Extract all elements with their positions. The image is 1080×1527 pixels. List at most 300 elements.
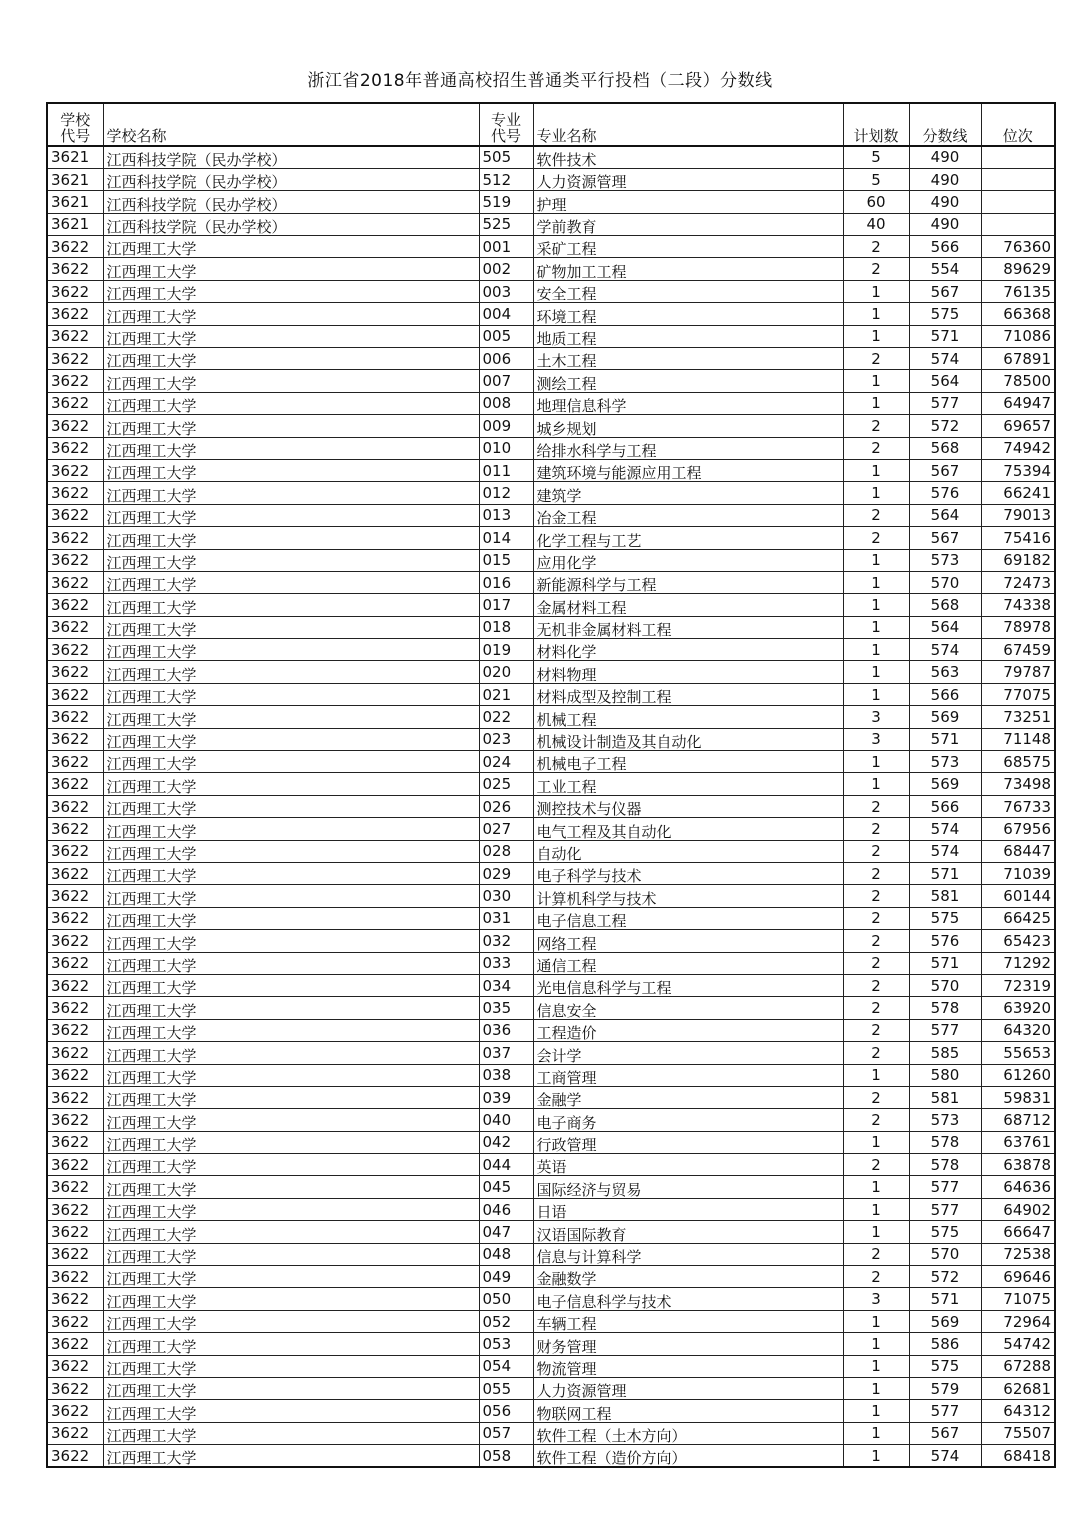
cell-major-name: 国际经济与贸易	[533, 1176, 843, 1198]
cell-plan: 1	[843, 325, 909, 347]
cell-rank: 62681	[981, 1377, 1055, 1399]
cell-major-name: 测绘工程	[533, 370, 843, 392]
cell-plan: 2	[843, 1266, 909, 1288]
cell-major-code: 017	[479, 594, 533, 616]
cell-major-name: 计算机科学与技术	[533, 885, 843, 907]
table-row	[47, 639, 1055, 661]
score-table	[46, 102, 1056, 1468]
cell-plan: 1	[843, 1377, 909, 1399]
cell-plan: 1	[843, 571, 909, 593]
cell-score: 554	[909, 258, 981, 280]
table-row	[47, 348, 1055, 370]
cell-school-code: 3622	[47, 527, 103, 549]
cell-school-code: 3622	[47, 1109, 103, 1131]
cell-score: 569	[909, 706, 981, 728]
cell-rank: 64947	[981, 392, 1055, 414]
cell-score: 575	[909, 303, 981, 325]
cell-major-name: 软件工程（土木方向）	[533, 1422, 843, 1444]
cell-major-code: 027	[479, 818, 533, 840]
cell-score: 564	[909, 504, 981, 526]
cell-rank: 54742	[981, 1333, 1055, 1355]
cell-school-name: 江西科技学院（民办学校）	[103, 191, 479, 213]
cell-score: 567	[909, 1422, 981, 1444]
table-row	[47, 437, 1055, 459]
cell-rank: 59831	[981, 1086, 1055, 1108]
cell-score: 574	[909, 1445, 981, 1467]
cell-score: 566	[909, 683, 981, 705]
cell-plan: 2	[843, 863, 909, 885]
cell-score: 577	[909, 1198, 981, 1220]
cell-school-name: 江西理工大学	[103, 818, 479, 840]
cell-rank: 74338	[981, 594, 1055, 616]
table-row	[47, 1064, 1055, 1086]
cell-plan: 2	[843, 437, 909, 459]
cell-school-code: 3622	[47, 459, 103, 481]
cell-major-code: 014	[479, 527, 533, 549]
cell-major-code: 023	[479, 728, 533, 750]
cell-school-code: 3622	[47, 818, 103, 840]
cell-rank: 68575	[981, 751, 1055, 773]
cell-major-code: 006	[479, 348, 533, 370]
table-row	[47, 1131, 1055, 1153]
cell-score: 576	[909, 930, 981, 952]
cell-rank: 69646	[981, 1266, 1055, 1288]
cell-plan: 2	[843, 1086, 909, 1108]
cell-school-name: 江西理工大学	[103, 1288, 479, 1310]
table-row	[47, 1243, 1055, 1265]
cell-plan: 1	[843, 1355, 909, 1377]
cell-major-name: 材料成型及控制工程	[533, 683, 843, 705]
cell-score: 573	[909, 1109, 981, 1131]
cell-rank: 55653	[981, 1042, 1055, 1064]
cell-rank: 79013	[981, 504, 1055, 526]
cell-rank: 65423	[981, 930, 1055, 952]
cell-school-name: 江西理工大学	[103, 639, 479, 661]
cell-major-code: 026	[479, 795, 533, 817]
table-row	[47, 594, 1055, 616]
cell-score: 575	[909, 1355, 981, 1377]
cell-major-code: 045	[479, 1176, 533, 1198]
cell-rank: 63920	[981, 997, 1055, 1019]
table-row	[47, 1310, 1055, 1332]
cell-rank: 75394	[981, 459, 1055, 481]
cell-score: 577	[909, 1176, 981, 1198]
cell-major-code: 054	[479, 1355, 533, 1377]
cell-school-name: 江西理工大学	[103, 1064, 479, 1086]
cell-school-code: 3622	[47, 907, 103, 929]
cell-plan: 2	[843, 840, 909, 862]
cell-major-code: 010	[479, 437, 533, 459]
table-row	[47, 571, 1055, 593]
cell-major-name: 地质工程	[533, 325, 843, 347]
cell-rank: 64320	[981, 1019, 1055, 1041]
cell-plan: 1	[843, 1064, 909, 1086]
cell-school-code: 3622	[47, 1042, 103, 1064]
cell-rank: 76360	[981, 236, 1055, 258]
cell-school-name: 江西理工大学	[103, 280, 479, 302]
cell-school-name: 江西理工大学	[103, 1109, 479, 1131]
cell-school-code: 3622	[47, 1288, 103, 1310]
cell-rank: 63761	[981, 1131, 1055, 1153]
cell-major-code: 505	[479, 146, 533, 168]
cell-score: 568	[909, 437, 981, 459]
cell-school-name: 江西理工大学	[103, 1243, 479, 1265]
cell-rank: 60144	[981, 885, 1055, 907]
cell-school-name: 江西科技学院（民办学校）	[103, 146, 479, 168]
cell-plan: 2	[843, 1042, 909, 1064]
cell-major-name: 物联网工程	[533, 1400, 843, 1422]
cell-school-name: 江西理工大学	[103, 236, 479, 258]
cell-major-code: 050	[479, 1288, 533, 1310]
cell-rank: 69182	[981, 549, 1055, 571]
cell-school-code: 3622	[47, 594, 103, 616]
cell-plan: 2	[843, 236, 909, 258]
cell-major-name: 金属材料工程	[533, 594, 843, 616]
table-row	[47, 1086, 1055, 1108]
cell-rank: 73498	[981, 773, 1055, 795]
cell-rank: 71086	[981, 325, 1055, 347]
cell-school-name: 江西理工大学	[103, 616, 479, 638]
table-row	[47, 459, 1055, 481]
header-school-name: 学校名称	[103, 103, 479, 146]
table-row	[47, 1198, 1055, 1220]
cell-score: 490	[909, 146, 981, 168]
table-row	[47, 146, 1055, 168]
cell-school-name: 江西理工大学	[103, 392, 479, 414]
cell-plan: 1	[843, 594, 909, 616]
cell-school-name: 江西理工大学	[103, 1333, 479, 1355]
cell-school-name: 江西理工大学	[103, 974, 479, 996]
table-row	[47, 527, 1055, 549]
cell-score: 571	[909, 1288, 981, 1310]
table-row	[47, 392, 1055, 414]
table-row	[47, 325, 1055, 347]
cell-school-code: 3622	[47, 504, 103, 526]
cell-major-name: 城乡规划	[533, 415, 843, 437]
cell-school-name: 江西理工大学	[103, 773, 479, 795]
cell-score: 578	[909, 1154, 981, 1176]
header-major-name: 专业名称	[533, 103, 843, 146]
cell-major-name: 材料化学	[533, 639, 843, 661]
table-row	[47, 280, 1055, 302]
cell-major-code: 042	[479, 1131, 533, 1153]
cell-major-code: 015	[479, 549, 533, 571]
cell-rank	[981, 168, 1055, 190]
table-row	[47, 370, 1055, 392]
cell-school-code: 3622	[47, 549, 103, 571]
cell-major-code: 039	[479, 1086, 533, 1108]
cell-score: 572	[909, 415, 981, 437]
cell-rank: 64902	[981, 1198, 1055, 1220]
cell-major-code: 020	[479, 661, 533, 683]
cell-score: 581	[909, 1086, 981, 1108]
cell-school-code: 3622	[47, 258, 103, 280]
table-row	[47, 1221, 1055, 1243]
cell-school-code: 3622	[47, 751, 103, 773]
cell-major-code: 048	[479, 1243, 533, 1265]
cell-school-name: 江西科技学院（民办学校）	[103, 168, 479, 190]
cell-school-code: 3622	[47, 1355, 103, 1377]
cell-plan: 1	[843, 280, 909, 302]
table-row	[47, 683, 1055, 705]
cell-rank	[981, 191, 1055, 213]
cell-school-code: 3622	[47, 1086, 103, 1108]
cell-school-code: 3622	[47, 437, 103, 459]
cell-plan: 1	[843, 1445, 909, 1467]
cell-school-name: 江西理工大学	[103, 683, 479, 705]
cell-major-name: 电子科学与技术	[533, 863, 843, 885]
cell-school-name: 江西理工大学	[103, 549, 479, 571]
cell-score: 575	[909, 907, 981, 929]
cell-plan: 2	[843, 907, 909, 929]
cell-rank: 76733	[981, 795, 1055, 817]
cell-score: 578	[909, 997, 981, 1019]
table-row	[47, 795, 1055, 817]
cell-rank: 72964	[981, 1310, 1055, 1332]
cell-school-name: 江西理工大学	[103, 751, 479, 773]
table-row	[47, 236, 1055, 258]
cell-school-code: 3622	[47, 1266, 103, 1288]
cell-score: 572	[909, 1266, 981, 1288]
cell-plan: 5	[843, 168, 909, 190]
cell-score: 490	[909, 191, 981, 213]
cell-plan: 1	[843, 751, 909, 773]
cell-rank: 79787	[981, 661, 1055, 683]
cell-plan: 1	[843, 303, 909, 325]
cell-plan: 1	[843, 1198, 909, 1220]
cell-major-name: 电子商务	[533, 1109, 843, 1131]
cell-school-name: 江西理工大学	[103, 370, 479, 392]
cell-major-name: 无机非金属材料工程	[533, 616, 843, 638]
cell-score: 575	[909, 1221, 981, 1243]
cell-major-name: 建筑环境与能源应用工程	[533, 459, 843, 481]
cell-school-code: 3622	[47, 1131, 103, 1153]
cell-major-name: 车辆工程	[533, 1310, 843, 1332]
cell-rank: 72473	[981, 571, 1055, 593]
cell-school-code: 3622	[47, 1377, 103, 1399]
cell-major-code: 055	[479, 1377, 533, 1399]
cell-major-code: 058	[479, 1445, 533, 1467]
cell-major-code: 052	[479, 1310, 533, 1332]
table-row	[47, 997, 1055, 1019]
cell-plan: 5	[843, 146, 909, 168]
cell-major-code: 031	[479, 907, 533, 929]
cell-major-name: 会计学	[533, 1042, 843, 1064]
cell-score: 578	[909, 1131, 981, 1153]
cell-plan: 1	[843, 683, 909, 705]
cell-plan: 2	[843, 1243, 909, 1265]
table-row	[47, 1422, 1055, 1444]
cell-school-name: 江西理工大学	[103, 594, 479, 616]
cell-major-name: 电子信息工程	[533, 907, 843, 929]
cell-school-name: 江西理工大学	[103, 1377, 479, 1399]
table-row	[47, 415, 1055, 437]
cell-plan: 60	[843, 191, 909, 213]
cell-plan: 1	[843, 370, 909, 392]
cell-major-name: 地理信息科学	[533, 392, 843, 414]
cell-rank: 66368	[981, 303, 1055, 325]
cell-rank: 66241	[981, 482, 1055, 504]
cell-school-name: 江西理工大学	[103, 795, 479, 817]
cell-school-code: 3622	[47, 1445, 103, 1467]
cell-major-name: 电子信息科学与技术	[533, 1288, 843, 1310]
cell-plan: 2	[843, 348, 909, 370]
cell-score: 574	[909, 639, 981, 661]
cell-score: 569	[909, 773, 981, 795]
cell-rank	[981, 146, 1055, 168]
cell-major-code: 037	[479, 1042, 533, 1064]
cell-plan: 2	[843, 997, 909, 1019]
cell-major-code: 046	[479, 1198, 533, 1220]
cell-major-code: 002	[479, 258, 533, 280]
cell-major-name: 金融学	[533, 1086, 843, 1108]
cell-rank: 61260	[981, 1064, 1055, 1086]
cell-major-code: 009	[479, 415, 533, 437]
cell-school-name: 江西理工大学	[103, 459, 479, 481]
cell-major-name: 机械电子工程	[533, 751, 843, 773]
cell-score: 571	[909, 728, 981, 750]
cell-school-name: 江西理工大学	[103, 1019, 479, 1041]
cell-major-name: 软件工程（造价方向）	[533, 1445, 843, 1467]
cell-school-name: 江西理工大学	[103, 1422, 479, 1444]
table-row	[47, 952, 1055, 974]
cell-school-name: 江西理工大学	[103, 885, 479, 907]
cell-school-name: 江西理工大学	[103, 571, 479, 593]
cell-major-name: 材料物理	[533, 661, 843, 683]
cell-school-name: 江西理工大学	[103, 527, 479, 549]
cell-school-code: 3622	[47, 303, 103, 325]
cell-major-code: 028	[479, 840, 533, 862]
cell-school-name: 江西理工大学	[103, 504, 479, 526]
cell-rank: 63878	[981, 1154, 1055, 1176]
table-row	[47, 661, 1055, 683]
cell-school-code: 3621	[47, 213, 103, 235]
cell-major-code: 005	[479, 325, 533, 347]
cell-major-name: 日语	[533, 1198, 843, 1220]
cell-plan: 2	[843, 527, 909, 549]
cell-major-code: 033	[479, 952, 533, 974]
cell-plan: 2	[843, 415, 909, 437]
cell-score: 586	[909, 1333, 981, 1355]
cell-major-name: 信息安全	[533, 997, 843, 1019]
cell-score: 585	[909, 1042, 981, 1064]
cell-major-code: 034	[479, 974, 533, 996]
table-row	[47, 930, 1055, 952]
cell-major-code: 056	[479, 1400, 533, 1422]
cell-major-code: 012	[479, 482, 533, 504]
cell-school-code: 3622	[47, 773, 103, 795]
cell-major-name: 汉语国际教育	[533, 1221, 843, 1243]
cell-major-name: 工商管理	[533, 1064, 843, 1086]
cell-major-code: 038	[479, 1064, 533, 1086]
table-row	[47, 482, 1055, 504]
cell-major-code: 007	[479, 370, 533, 392]
cell-school-code: 3622	[47, 571, 103, 593]
cell-score: 571	[909, 325, 981, 347]
table-row	[47, 1176, 1055, 1198]
cell-school-code: 3622	[47, 1400, 103, 1422]
cell-plan: 1	[843, 1131, 909, 1153]
cell-major-name: 冶金工程	[533, 504, 843, 526]
cell-score: 567	[909, 280, 981, 302]
cell-major-name: 工业工程	[533, 773, 843, 795]
cell-rank	[981, 213, 1055, 235]
cell-school-code: 3622	[47, 325, 103, 347]
cell-plan: 2	[843, 885, 909, 907]
table-row	[47, 773, 1055, 795]
cell-school-code: 3622	[47, 863, 103, 885]
cell-school-code: 3622	[47, 482, 103, 504]
cell-school-code: 3622	[47, 1221, 103, 1243]
cell-major-name: 安全工程	[533, 280, 843, 302]
header-plan: 计划数	[843, 103, 909, 146]
cell-school-code: 3622	[47, 974, 103, 996]
cell-plan: 1	[843, 1422, 909, 1444]
table-row	[47, 1154, 1055, 1176]
cell-school-code: 3622	[47, 885, 103, 907]
table-row	[47, 1266, 1055, 1288]
cell-rank: 69657	[981, 415, 1055, 437]
cell-major-name: 财务管理	[533, 1333, 843, 1355]
cell-score: 490	[909, 213, 981, 235]
cell-plan: 1	[843, 459, 909, 481]
cell-score: 574	[909, 840, 981, 862]
cell-school-code: 3622	[47, 661, 103, 683]
table-row	[47, 191, 1055, 213]
cell-school-name: 江西理工大学	[103, 1086, 479, 1108]
cell-major-name: 应用化学	[533, 549, 843, 571]
cell-score: 571	[909, 863, 981, 885]
cell-plan: 1	[843, 1176, 909, 1198]
cell-major-code: 057	[479, 1422, 533, 1444]
cell-school-name: 江西科技学院（民办学校）	[103, 213, 479, 235]
cell-plan: 2	[843, 952, 909, 974]
cell-major-name: 新能源科学与工程	[533, 571, 843, 593]
cell-score: 570	[909, 974, 981, 996]
cell-school-code: 3622	[47, 348, 103, 370]
cell-school-code: 3622	[47, 639, 103, 661]
cell-rank: 72538	[981, 1243, 1055, 1265]
cell-major-code: 021	[479, 683, 533, 705]
cell-school-code: 3622	[47, 1064, 103, 1086]
cell-major-name: 金融数学	[533, 1266, 843, 1288]
cell-score: 567	[909, 527, 981, 549]
cell-plan: 1	[843, 1400, 909, 1422]
cell-school-code: 3622	[47, 997, 103, 1019]
cell-school-code: 3622	[47, 1198, 103, 1220]
cell-score: 568	[909, 594, 981, 616]
cell-school-code: 3622	[47, 1422, 103, 1444]
table-row	[47, 549, 1055, 571]
cell-plan: 3	[843, 728, 909, 750]
cell-plan: 1	[843, 1310, 909, 1332]
table-row	[47, 863, 1055, 885]
cell-rank: 71075	[981, 1288, 1055, 1310]
cell-plan: 2	[843, 1109, 909, 1131]
cell-school-name: 江西理工大学	[103, 930, 479, 952]
cell-major-code: 022	[479, 706, 533, 728]
cell-school-name: 江西理工大学	[103, 1400, 479, 1422]
cell-major-code: 018	[479, 616, 533, 638]
cell-rank: 74942	[981, 437, 1055, 459]
cell-school-name: 江西理工大学	[103, 907, 479, 929]
cell-major-name: 网络工程	[533, 930, 843, 952]
cell-rank: 67459	[981, 639, 1055, 661]
cell-rank: 89629	[981, 258, 1055, 280]
cell-plan: 1	[843, 616, 909, 638]
cell-plan: 2	[843, 258, 909, 280]
cell-score: 490	[909, 168, 981, 190]
